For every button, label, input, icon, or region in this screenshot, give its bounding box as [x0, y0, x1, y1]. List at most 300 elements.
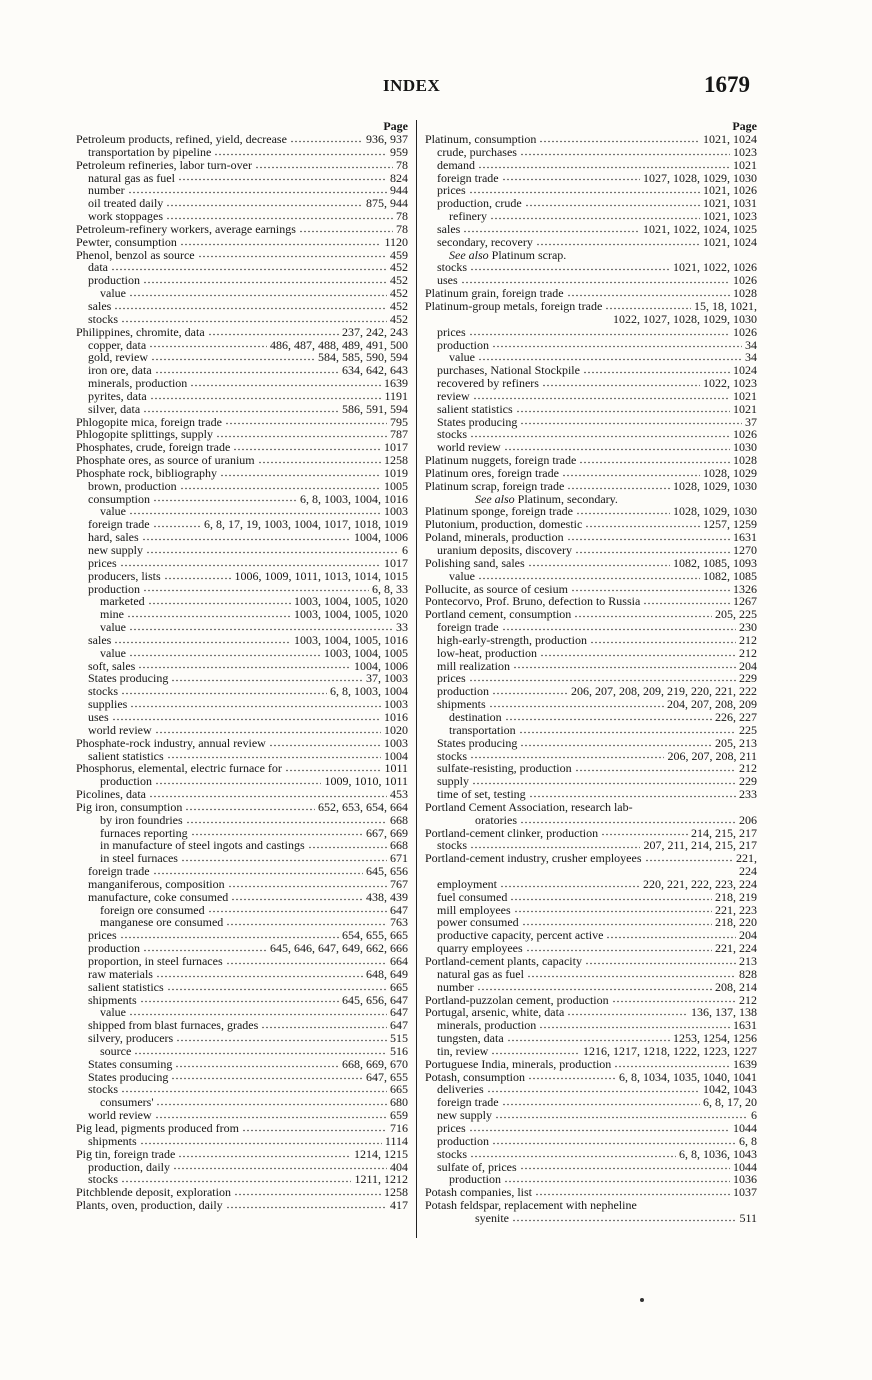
dot-leader — [535, 1192, 730, 1196]
index-entry — [76, 968, 408, 981]
index-entry-pages: 229 — [739, 774, 757, 789]
index-entry-term: See also Platinum, secondary. — [475, 491, 618, 506]
index-entry-pages: 417 — [390, 1198, 408, 1213]
dot-leader — [121, 1089, 387, 1093]
dot-leader — [114, 640, 291, 644]
dot-leader — [585, 961, 736, 965]
dot-leader — [129, 293, 387, 297]
index-entry-pages: 1003 — [384, 504, 408, 519]
index-entry — [76, 133, 408, 146]
index-entry-pages: 680 — [390, 1095, 408, 1110]
index-entry-term: Phosphate rock, bibliography — [76, 465, 217, 480]
dot-leader — [175, 1064, 339, 1068]
index-entry-pages: 6 — [751, 1108, 757, 1123]
dot-leader — [512, 1218, 736, 1222]
index-entry-pages: 452 — [390, 311, 408, 326]
dot-leader — [178, 177, 387, 181]
index-entry-term: production — [88, 273, 140, 288]
dot-leader — [214, 152, 387, 156]
index-entry-pages: 1082, 1085 — [703, 568, 757, 583]
index-entry-pages: 221, — [736, 851, 757, 866]
index-entry-pages: 212 — [739, 992, 757, 1007]
index-entry-term: soft, sales — [88, 658, 136, 673]
index-entry-term: Phosphate ores, as source of uranium — [76, 453, 255, 468]
index-entry-term: Poland, minerals, production — [425, 530, 564, 545]
dot-leader — [127, 614, 291, 618]
index-entry-term: salient statistics — [437, 401, 513, 416]
dot-leader — [242, 1128, 387, 1132]
index-entry-term: secondary, recovery — [437, 234, 533, 249]
dot-leader — [585, 524, 700, 528]
index-entry-term: copper, data — [88, 337, 147, 352]
index-entry-pages: 1021 — [733, 157, 757, 172]
dot-leader — [167, 755, 381, 759]
dot-leader — [155, 730, 381, 734]
index-entry-term: natural gas as fuel — [437, 966, 524, 981]
index-entry-pages: 1009, 1010, 1011 — [324, 774, 408, 789]
page-number: 1679 — [704, 72, 750, 97]
index-entry-term: Pontecorvo, Prof. Bruno, defection to Russia — [425, 594, 641, 609]
index-entry — [76, 724, 408, 737]
dot-leader — [191, 832, 363, 836]
dot-leader — [489, 704, 664, 708]
index-entry-term: uranium deposits, discovery — [437, 543, 572, 557]
index-entry-pages: 206, 207, 208, 211 — [667, 748, 757, 763]
dot-leader — [128, 190, 387, 194]
index-entry-term: Portland-cement plants, capacity — [425, 954, 582, 968]
index-entry-pages: 1021, 1031 — [703, 196, 757, 211]
index-entry-term: tungsten, data — [437, 1031, 504, 1046]
index-entry — [425, 570, 757, 583]
index-entry-term: Pig iron, consumption — [76, 799, 183, 814]
index-entry-pages: 1021, 1022, 1026 — [673, 260, 757, 275]
index-entry-pages: 1022, 1027, 1028, 1029, 1030 — [613, 311, 757, 326]
dot-leader — [643, 601, 730, 605]
dot-leader — [216, 434, 387, 438]
index-entry-pages: 221, 223 — [715, 902, 757, 917]
dot-leader — [487, 1089, 700, 1093]
index-entry-term: production — [449, 1172, 501, 1187]
index-entry-term: marketed — [100, 594, 145, 609]
dot-leader — [171, 1076, 363, 1080]
index-entry — [425, 544, 757, 557]
dot-leader — [520, 152, 730, 156]
index-column-left — [76, 120, 408, 1212]
index-entry-pages: 218, 220 — [715, 915, 757, 930]
index-entry-pages: 1022, 1023 — [703, 376, 757, 391]
index-entry-pages: 647, 655 — [366, 1069, 408, 1084]
dot-leader — [463, 229, 640, 233]
dot-leader — [261, 1025, 387, 1029]
dot-leader — [167, 987, 387, 991]
index-entry-pages: 226, 227 — [715, 709, 757, 724]
index-entry-term: number — [88, 183, 125, 198]
index-entry — [425, 981, 757, 994]
dot-leader — [220, 473, 381, 477]
index-entry-term: recovered by refiners — [437, 376, 539, 391]
index-entry-pages: 944 — [390, 183, 408, 198]
dot-leader — [112, 717, 381, 721]
index-entry-pages: 659 — [390, 1108, 408, 1123]
index-entry — [425, 647, 757, 660]
index-entry-term: deliveries — [437, 1082, 484, 1097]
index-entry-term: quarry employees — [437, 941, 523, 956]
index-entry-pages: 645, 646, 647, 649, 662, 666 — [270, 941, 408, 956]
dot-leader — [576, 511, 670, 515]
index-entry-pages: 212 — [739, 645, 757, 660]
index-entry-pages: 486, 487, 488, 489, 491, 500 — [270, 337, 408, 352]
index-entry-term: shipped from blast furnaces, grades — [88, 1018, 259, 1033]
index-entry — [76, 172, 408, 185]
index-entry-pages: 671 — [390, 851, 408, 866]
dot-leader — [176, 1038, 387, 1042]
index-entry-pages: 6, 8, 17, 20 — [703, 1095, 757, 1110]
index-entry — [76, 454, 408, 467]
dot-leader — [121, 691, 327, 695]
index-entry-pages: 1021 — [733, 401, 757, 416]
dot-leader — [469, 678, 736, 682]
index-entry — [425, 467, 757, 480]
dot-leader — [502, 1102, 700, 1106]
dot-leader — [166, 203, 363, 207]
dot-leader — [520, 820, 736, 824]
index-entry-term: destination — [449, 709, 502, 724]
index-entry-term: mine — [100, 607, 124, 622]
dot-leader — [129, 511, 381, 515]
index-entry-term: Portland-cement industry, crusher employees — [425, 851, 642, 866]
index-entry — [76, 814, 408, 827]
index-column-right — [425, 120, 757, 1225]
dot-leader — [156, 1102, 387, 1106]
index-entry-pages: 225 — [739, 722, 757, 737]
index-entry-term: value — [100, 645, 126, 660]
index-entry-term: in steel furnaces — [100, 851, 178, 866]
dot-leader — [290, 139, 363, 143]
index-entry-term: mill employees — [437, 902, 511, 917]
dot-leader — [146, 550, 399, 554]
index-entry — [76, 159, 408, 172]
dot-leader — [149, 794, 387, 798]
index-entry — [425, 377, 757, 390]
index-entry-term: Potash feldspar, replacement with nepheline — [425, 1198, 637, 1213]
index-entry-term: value — [100, 1005, 126, 1020]
dot-leader — [143, 588, 369, 592]
index-entry-pages: 787 — [390, 427, 408, 442]
dot-leader — [605, 306, 691, 310]
index-entry-term: Pollucite, as source of cesium — [425, 581, 568, 596]
index-entry-term: silvery, producers — [88, 1031, 174, 1046]
index-entry-term: raw materials — [88, 966, 153, 981]
dot-leader — [528, 1076, 616, 1080]
dot-leader — [522, 922, 712, 926]
dot-leader — [590, 640, 736, 644]
index-entry-term: employment — [437, 876, 497, 891]
index-entry-pages: 1120 — [384, 234, 408, 249]
index-entry-term: Platinum scrap, foreign trade — [425, 478, 565, 493]
index-entry-pages: 1004, 1006 — [354, 658, 408, 673]
index-entry-term: production — [88, 581, 140, 596]
index-entry — [425, 724, 757, 737]
dot-leader — [478, 357, 742, 361]
dot-leader — [575, 550, 730, 554]
index-entry-term: Portland cement, consumption — [425, 607, 572, 622]
index-entry-term: Phlogopite splittings, supply — [76, 427, 214, 442]
dot-leader — [567, 1012, 688, 1016]
index-entry-pages: 1017 — [384, 555, 408, 570]
index-entry-term: shipments — [88, 1133, 137, 1148]
dot-leader — [504, 1179, 730, 1183]
index-entry-pages: 1326 — [733, 581, 757, 596]
index-entry-pages: 1082, 1085, 1093 — [673, 555, 757, 570]
index-entry-term: prices — [88, 928, 117, 943]
index-entry-pages: 78 — [396, 157, 408, 172]
index-entry-pages: 204 — [739, 658, 757, 673]
index-entry-pages: 452 — [390, 273, 408, 288]
index-entry-term: foreign trade — [437, 1095, 499, 1110]
page-title: INDEX — [383, 76, 441, 95]
index-entry-term: world review — [437, 440, 501, 455]
dot-leader — [614, 1064, 730, 1068]
index-entry-term: minerals, production — [88, 376, 188, 391]
index-entry-pages: 767 — [390, 876, 408, 891]
index-entry-term: foreign trade — [88, 517, 150, 532]
index-entry-pages: 452 — [390, 260, 408, 275]
index-entry-pages: 205, 213 — [715, 735, 757, 750]
dot-leader — [155, 1115, 387, 1119]
index-entry-pages: 1639 — [384, 376, 408, 391]
page-header — [0, 72, 872, 102]
dot-leader — [140, 1141, 382, 1145]
index-entry — [425, 801, 757, 814]
index-entry-pages: 213 — [739, 954, 757, 968]
index-entry — [425, 891, 757, 904]
index-entry-pages: 237, 242, 243 — [342, 324, 408, 339]
index-entry-pages: 6, 8, 1003, 1004, 1016 — [300, 491, 408, 506]
dot-leader — [510, 897, 712, 901]
dot-leader — [472, 781, 736, 785]
dot-leader — [520, 421, 742, 425]
index-entry — [76, 1071, 408, 1084]
index-entry-pages: 6, 8, 33 — [372, 581, 408, 596]
dot-leader — [150, 396, 382, 400]
dot-leader — [492, 1141, 736, 1145]
dot-leader — [575, 768, 736, 772]
index-entry-term: pyrites, data — [88, 388, 147, 403]
index-entry — [425, 1109, 757, 1122]
dot-leader — [528, 563, 670, 567]
index-entry-term: tin, review — [437, 1043, 489, 1058]
index-entry-term: sales — [88, 298, 112, 313]
index-entry-term: foreign trade — [437, 170, 499, 185]
index-entry-pages: 6, 8, 1034, 1035, 1040, 1041 — [619, 1069, 757, 1084]
dot-leader — [520, 1166, 730, 1170]
dot-leader — [233, 447, 381, 451]
index-entry — [76, 249, 408, 262]
index-entry-pages: 795 — [390, 414, 408, 429]
index-entry-pages: 1258 — [384, 453, 408, 468]
index-entry-pages: 1028, 1029, 1030 — [673, 504, 757, 519]
index-entry-pages: 218, 219 — [715, 889, 757, 904]
index-entry-pages: 1631 — [733, 530, 757, 545]
index-entry-term: shipments — [437, 697, 486, 712]
index-entry — [425, 711, 757, 724]
index-entry — [425, 261, 757, 274]
index-entry-term: data — [88, 260, 108, 275]
index-entry-pages: 668, 669, 670 — [342, 1056, 408, 1071]
index-entry-term: consumption — [88, 491, 150, 506]
index-entry-pages: 1019 — [384, 465, 408, 480]
index-entry-term: furnaces reporting — [100, 825, 188, 840]
index-entry — [76, 955, 408, 968]
dot-leader — [505, 717, 712, 721]
dot-leader — [129, 627, 393, 631]
index-entry-pages: 1027, 1028, 1029, 1030 — [643, 170, 757, 185]
dot-leader — [190, 383, 381, 387]
index-entry-pages: 824 — [390, 170, 408, 185]
index-entry-term: crude, purchases — [437, 144, 517, 159]
index-entry-pages: 1191 — [384, 388, 408, 403]
dot-leader — [495, 1115, 748, 1119]
dot-leader — [129, 1012, 387, 1016]
index-entry-term: Portuguese India, minerals, production — [425, 1056, 612, 1071]
index-entry-term: production — [437, 337, 489, 352]
index-entry-term: hard, sales — [88, 530, 139, 545]
index-entry — [76, 698, 408, 711]
index-entry-term: Phosphorus, elemental, electric furnace for — [76, 761, 282, 776]
index-entry-term: consumers' — [100, 1095, 154, 1110]
index-entry-pages: 647 — [390, 1018, 408, 1033]
index-entry-term: in manufacture of steel ingots and castings — [100, 838, 305, 853]
dot-leader — [469, 332, 730, 336]
index-entry — [76, 1199, 408, 1212]
index-entry — [425, 1045, 757, 1058]
index-entry-pages: 1214, 1215 — [354, 1146, 408, 1161]
dot-leader — [562, 473, 700, 477]
index-entry-pages: 516 — [390, 1043, 408, 1058]
index-entry-pages: 1257, 1259 — [703, 517, 757, 532]
index-entry-term: value — [100, 504, 126, 519]
index-entry-pages: 1003 — [384, 735, 408, 750]
index-entry — [76, 480, 408, 493]
index-entry-term: States producing — [88, 671, 169, 686]
index-entry-term: foreign trade — [88, 864, 150, 879]
index-entry-pages: 1042, 1043 — [703, 1082, 757, 1097]
index-entry-pages: 1004 — [384, 748, 408, 763]
index-entry-pages: 78 — [396, 221, 408, 236]
dot-leader — [208, 332, 339, 336]
index-entry-term: supply — [437, 774, 470, 789]
index-entry — [76, 621, 408, 634]
index-entry-pages: 875, 944 — [366, 196, 408, 211]
index-entry-pages: 6, 8, 17, 19, 1003, 1004, 1017, 1018, 1019 — [204, 517, 408, 532]
index-entry-term: Platinum grain, foreign trade — [425, 286, 564, 301]
index-entry-pages: 1021, 1024 — [703, 132, 757, 146]
index-entry-term: States consuming — [88, 1056, 173, 1071]
index-entry — [425, 313, 757, 326]
index-entry-term: foreign ore consumed — [100, 902, 205, 917]
index-entry-pages: 6, 8, 1036, 1043 — [679, 1146, 757, 1161]
dot-leader — [143, 280, 387, 284]
index-entry — [76, 1148, 408, 1161]
index-entry-pages: 208, 214 — [715, 979, 757, 994]
index-entry — [425, 146, 757, 159]
dot-leader — [645, 858, 734, 862]
dot-leader — [155, 781, 321, 785]
dot-leader — [539, 139, 700, 143]
index-entry-term: productive capacity, percent active — [437, 928, 604, 943]
index-entry-term: Portland-puzzolan cement, production — [425, 992, 609, 1007]
index-entry-pages: 634, 642, 643 — [342, 363, 408, 378]
index-entry-term: Pitchblende deposit, exploration — [76, 1185, 231, 1200]
index-entry — [425, 955, 757, 968]
dot-leader — [142, 537, 351, 541]
index-entry — [76, 647, 408, 660]
dot-leader — [579, 460, 730, 464]
dot-leader — [164, 576, 232, 580]
index-entry-pages: 224 — [739, 864, 757, 879]
index-entry-term: States producing — [437, 414, 518, 429]
index-entry-term: sales — [88, 632, 112, 647]
index-entry-pages: 221, 224 — [715, 941, 757, 956]
dot-leader — [504, 447, 730, 451]
index-entry — [425, 660, 757, 673]
dot-leader — [536, 242, 700, 246]
index-entry-pages: 1028, 1029 — [703, 465, 757, 480]
dot-leader — [527, 974, 736, 978]
index-entry-term: Potash companies, list — [425, 1185, 532, 1200]
index-entry-pages: 584, 585, 590, 594 — [318, 350, 408, 365]
dot-leader — [567, 537, 730, 541]
index-entry-term: production, crude — [437, 196, 522, 211]
index-entry — [425, 390, 757, 403]
index-entry — [76, 1058, 408, 1071]
index-entry-term: high-early-strength, production — [437, 632, 587, 647]
index-entry-term: sulfate-resisting, production — [437, 761, 572, 776]
index-entry-term: producers, lists — [88, 568, 161, 583]
index-entry — [425, 223, 757, 236]
index-entry-pages: 647 — [390, 902, 408, 917]
index-entry — [76, 403, 408, 416]
dot-leader — [520, 743, 712, 747]
index-entry-term: Potash, consumption — [425, 1069, 526, 1084]
index-entry-term: production — [88, 941, 140, 956]
index-entry — [76, 326, 408, 339]
dot-leader — [583, 370, 730, 374]
dot-leader — [134, 1051, 387, 1055]
index-entry-pages: 6, 8 — [739, 1133, 757, 1148]
index-entry — [76, 737, 408, 750]
index-entry-term: shipments — [88, 992, 137, 1007]
index-entry-term: silver, data — [88, 401, 141, 416]
index-entry-pages: 229 — [739, 671, 757, 686]
index-entry — [425, 1199, 757, 1212]
dot-leader — [143, 948, 267, 952]
index-entry-pages: 37 — [745, 414, 757, 429]
dot-leader — [228, 884, 387, 888]
index-entry — [76, 1032, 408, 1045]
index-entry-pages: 664 — [390, 954, 408, 968]
dot-leader — [567, 486, 670, 490]
index-entry-term: prices — [437, 324, 466, 339]
index-entry-term: source — [100, 1043, 132, 1058]
dot-leader — [114, 306, 387, 310]
index-entry-term: uses — [437, 273, 458, 288]
index-entry — [76, 544, 408, 557]
index-entry-term: low-heat, production — [437, 645, 537, 660]
index-entry-term: work stoppages — [88, 209, 163, 224]
index-entry-term: Pig tin, foreign trade — [76, 1146, 176, 1161]
index-entry — [425, 454, 757, 467]
